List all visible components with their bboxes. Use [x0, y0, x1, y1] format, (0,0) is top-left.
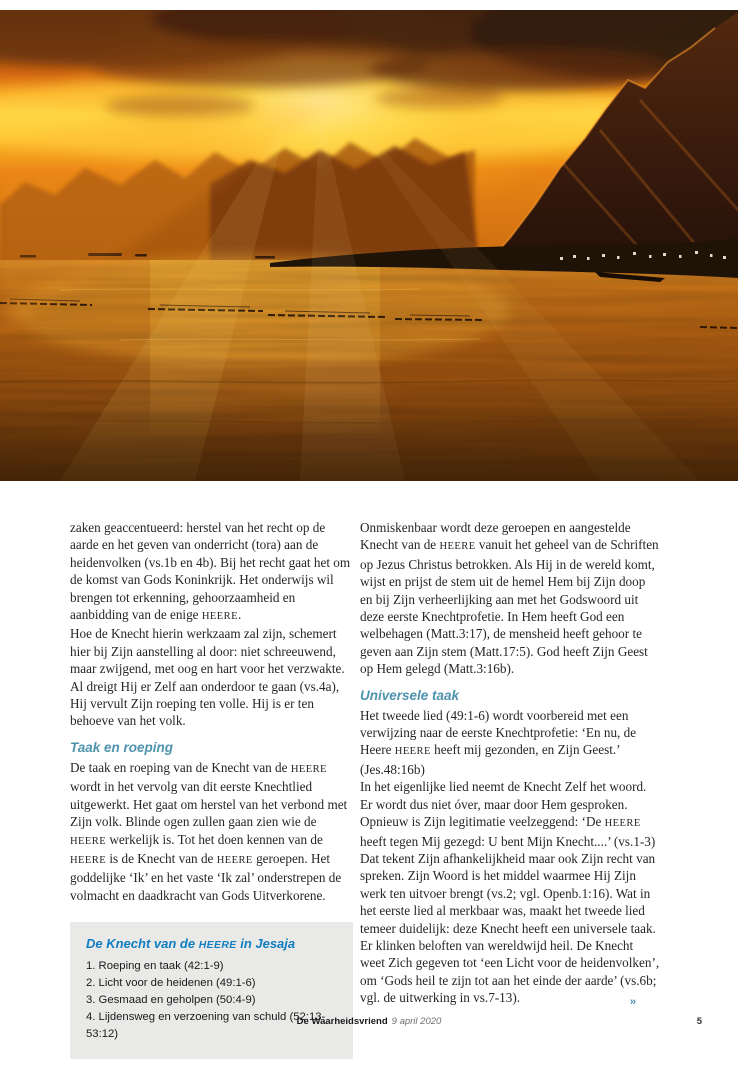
article-column-left: [70, 519, 353, 1059]
paragraph: De taak en roeping van de Knecht van de HEERE wordt in het vervolg van dit eerste Knechtlied uitgewerkt. Het gaat om herstel van het verbond met Zijn volk. Blinde ogen zullen gaan zien wie de HEERE werkelijk is. Tot het doen kennen van de HEERE is de Knecht van de HEERE geroepen. Het goddelijke ‘Ik’ en het vaste ‘Ik zal’ onderstrepen de volmacht en daadkracht van Gods Uitverkorene.: [70, 759, 348, 903]
magazine-title: De Waarheidsvriend: [296, 1016, 388, 1027]
page-footer: [0, 1016, 738, 1032]
paragraph: In het eigenlijke lied neemt de Knecht Zelf het woord. Er wordt dus niet óver, maar door Hem gesproken. Opnieuw is Zijn legitimatie veelzeggend: ‘De HEERE heeft tegen Mij gezegd: U bent Mijn Knecht....’ (vs.1-3) Dat tekent Zijn afhankelijkheid maar ook Zijn recht van spreken. Zijn Woord is het middel waarmee Hij Zijn werk ten uitvoer brengt (vs.2; vgl. Openb.1:16). Wat in het eerste lied al merkbaar was, maakt het tweede lied temeer duidelijk: deze Knecht heeft een universele taak. Er klinken beloften van wereldwijd heil. De Knecht weet Zich gegeven tot ‘een Licht voor de heidenvolken’, om ‘Gods heil te zijn tot aan het einde der aarde’ (vs.6b; vgl. de uitwerking in vs.7-13).: [360, 779, 660, 1006]
subheading-taak-en-roeping: Taak en roeping: [70, 739, 174, 755]
subheading-universele-taak: Universele taak: [360, 687, 460, 703]
paragraph: Hoe de Knecht hierin werkzaam zal zijn, schemert hier bij Zijn aanstelling al door: niet schreeuwend, maar zwijgend, met oog en hart voor het verzwakte. Al dreigt Hij er Zelf aan onderdoor te gaan (vs.4a), Hij vervult Zijn roeping ten volle. Hij is er ten behoeve van het volk.: [70, 626, 345, 729]
issue-date: 9 april 2020: [391, 1016, 442, 1027]
continuation-marker: »: [629, 995, 636, 1008]
hero-photo-sunset-fjord: [0, 10, 738, 481]
infobox-list-item: 4. Lijdensweg en verzoening van schuld (52:13-53:12): [86, 1011, 326, 1041]
paragraph: Onmiskenbaar wordt deze geroepen en aangestelde Knecht van de HEERE vanuit het geheel van de Schriften op Jezus Christus betrokken. Als Hij in de wereld komt, wijst en prijst de stem uit de hemel Hem bij Zijn doop en bij Zijn verheerlijking aan met het Godswoord uit deze eerste Knechtprofetie. In Hem heeft God een welbehagen (Matt.3:17), de mensheid heeft gehoor te geven aan Zijn stem (Matt.17:5). God heeft Zijn Geest op Hem gelegd (Matt.3:16b).: [360, 520, 659, 677]
sidebar-infobox-knechtliederen: [70, 922, 353, 1059]
paragraph: zaken geaccentueerd: herstel van het recht op de aarde en het geven van onderricht (tora) aan de heidenvolken (vs.1b en 4b). Bij het recht gaat het om de komst van Gods Koninkrijk. Het onderwijs wil brengen tot erkenning, gehoorzaamheid en aanbidding van de enige HEERE.: [70, 520, 351, 623]
infobox-list-item: 3. Gesmaad en geholpen (50:4-9): [86, 994, 256, 1007]
infobox-list-item: 1. Roeping en taak (42:1-9): [86, 960, 224, 973]
paragraph: Het tweede lied (49:1-6) wordt voorbereid met een verwijzing naar de eerste Knechtprofetie: ‘En nu, de Heere HEERE heeft mij gezonden, en Zijn Geest.’ (Jes.48:16b): [360, 707, 637, 777]
footer-magazine-and-date: [0, 1016, 738, 1027]
article-column-right: [360, 519, 660, 1010]
infobox-title: De Knecht van de HEERE in Jesaja: [86, 936, 296, 952]
infobox-list-item: 2. Licht voor de heidenen (49:1-6): [86, 977, 256, 990]
page-number: 5: [696, 1016, 702, 1027]
sunset-photo-illustration: [0, 10, 738, 481]
